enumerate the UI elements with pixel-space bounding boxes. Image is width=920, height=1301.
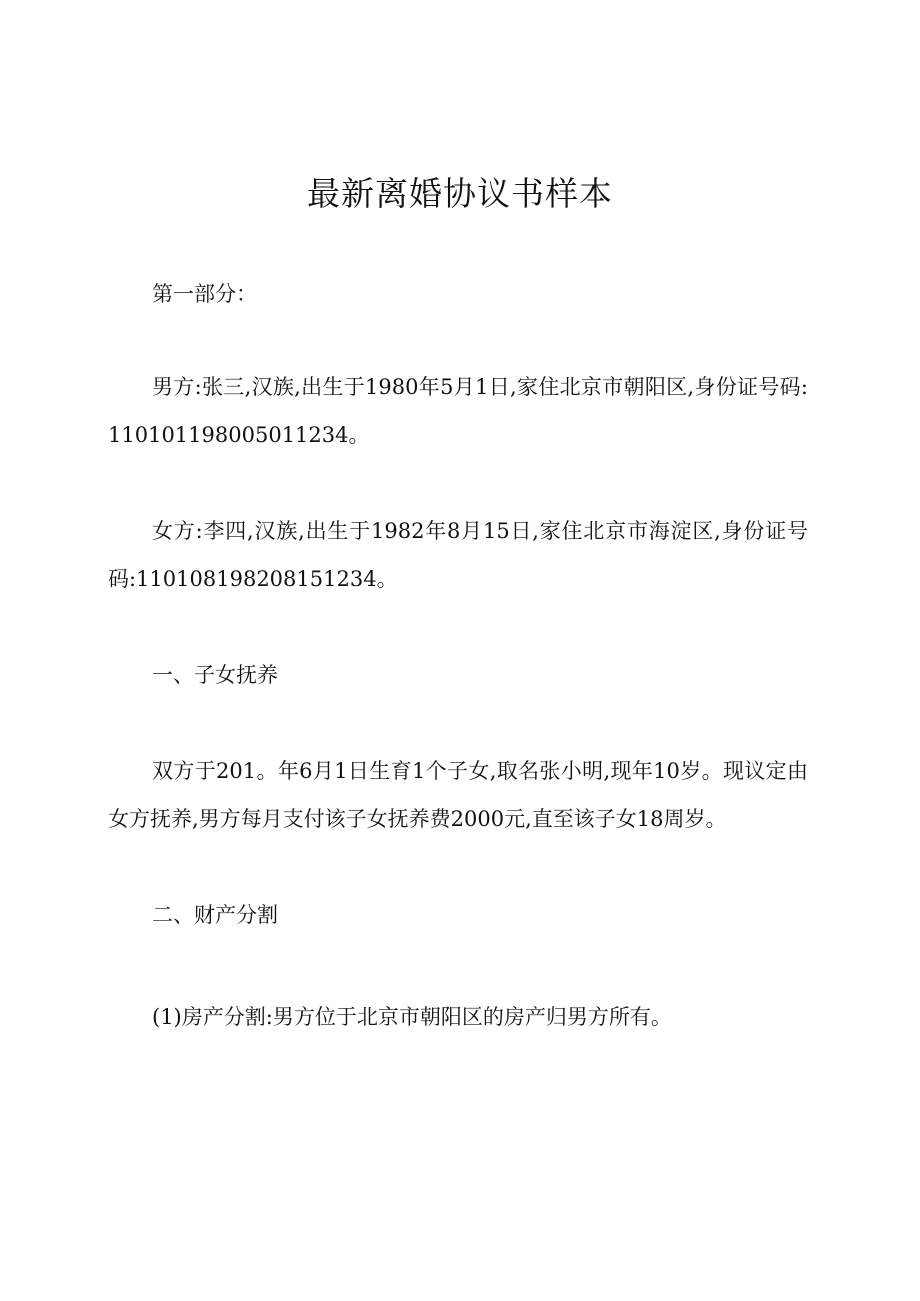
man-info-paragraph: 男方:张三,汉族,出生于1980年5月1日,家住北京市朝阳区,身份证号码:110101198005011234。: [108, 375, 808, 447]
property-clause-1: (1)房产分割:男方位于北京市朝阳区的房产归男方所有。: [152, 1005, 672, 1029]
child-support-paragraph: 双方于201。年6月1日生育1个子女,取名张小明,现年10岁。现议定由女方抚养,男方每月支付该子女抚养费2000元,直至该子女18周岁。: [108, 759, 808, 831]
section-heading-property: 二、财产分割: [152, 903, 278, 927]
woman-info-paragraph: 女方:李四,汉族,出生于1982年8月15日,家住北京市海淀区,身份证号码:110108198208151234。: [108, 519, 808, 591]
section-heading-child-support: 一、子女抚养: [152, 663, 278, 687]
part-one-label: 第一部分：: [152, 282, 257, 306]
document-title: 最新离婚协议书样本: [307, 174, 613, 213]
